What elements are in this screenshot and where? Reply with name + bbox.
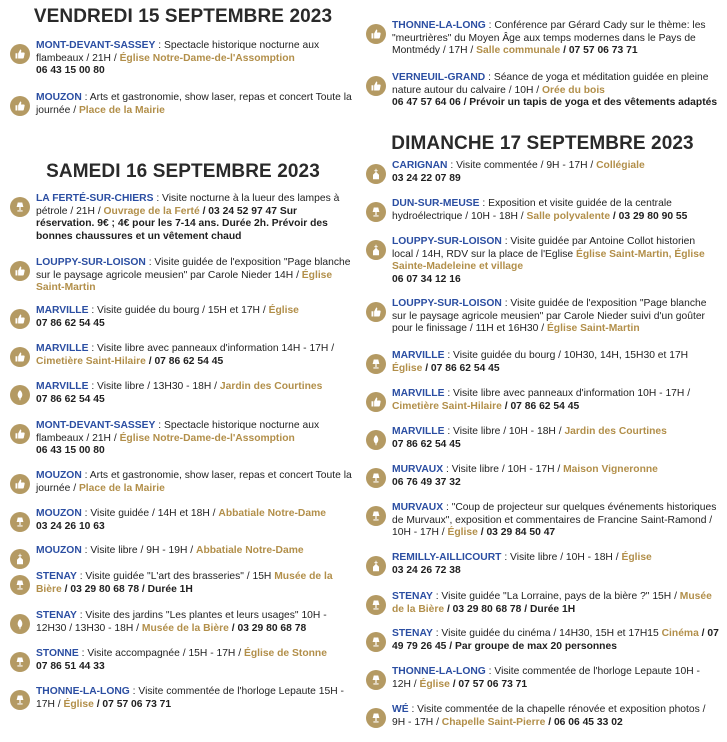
event-description: : Visite libre avec panneaux d'information 10H - 17H / [444,388,691,399]
event-city: STENAY [36,610,77,621]
event-venue: Église [392,362,423,374]
church-icon [366,556,386,576]
event-item [366,628,719,653]
event-city: THONNE-LA-LONG [392,666,486,677]
event-city: MOUZON [36,92,82,103]
event-contact: / 07 86 62 54 45 [422,362,500,374]
event-city: VERNEUIL-GRAND [392,72,486,83]
event-city: THONNE-LA-LONG [36,686,130,697]
event-item [366,666,719,691]
event-item [10,470,356,495]
thumbs-up-icon [366,76,386,96]
event-city: STONNE [36,648,79,659]
thumbs-up-icon [366,392,386,412]
event-item [10,381,356,406]
lamp-icon [366,354,386,374]
event-contact: 06 43 15 00 80 [36,445,105,457]
event-city: REMILLY-AILLICOURT [392,552,502,563]
event-item [366,236,719,286]
lamp-icon [10,652,30,672]
thumbs-up-icon [10,44,30,64]
thumbs-up-icon [10,261,30,281]
event-contact: / 07 57 06 73 71 [560,45,638,57]
lamp-icon [10,690,30,710]
event-description: : Arts et gastronomie, show laser, repas et concert Toute la journée / [36,470,352,494]
event-description: : Visite libre / 10H - 18H / [444,426,565,437]
event-venue: Place de la Mairie [78,104,165,116]
event-contact: 03 24 22 07 89 [392,172,461,184]
event-description: : Visite nocturne à la lueur des lampes à pétrole / 21H / [36,193,340,217]
event-contact: / 07 49 79 26 45 / Par groupe de max 20 personnes [392,628,719,652]
event-city: LOUPPY-SUR-LOISON [392,298,502,309]
event-item [10,40,356,78]
event-item [366,198,719,223]
event-contact: 06 47 57 64 06 / Prévoir un tapis de yoga et des vêtements adaptés [392,97,718,109]
lamp-icon [10,575,30,595]
event-item [366,160,719,185]
leaf-icon [366,430,386,450]
event-description: : Visite libre / 13H30 - 18H / [88,381,220,392]
event-contact: / 03 29 84 50 47 [477,527,556,539]
event-city: MARVILLE [392,350,445,361]
event-item [366,552,719,577]
event-city: WÉ [392,704,409,715]
event-city: MOUZON [36,545,82,556]
event-contact: / 03 29 80 68 78 / Durée 1H [444,603,576,615]
event-venue: Orée du bois [541,84,605,96]
event-contact: 06 43 15 00 80 [36,65,105,77]
event-city: MOUZON [36,508,82,519]
event-description: : Visite guidée par Antoine Collot historien local / 14H, RDV sur la place de l'Eglise [392,236,696,260]
thumbs-up-icon [10,474,30,494]
event-description: : Visite guidée de l'exposition "Page blanche sur le paysage agricole meusien" par Carole Nieder suivi d'un goûter pour le finissage / 11H et 16H30 / [392,298,707,335]
event-description: : Visite guidée "L'art des brasseries" / 15H [76,571,275,582]
event-description: : Arts et gastronomie, show laser, repas et concert Toute la journée / [36,92,352,116]
event-contact: 06 76 49 37 32 [392,476,461,488]
event-item [10,571,356,596]
event-city: LOUPPY-SUR-LOISON [36,257,146,268]
event-item [366,388,719,413]
event-item [366,426,719,451]
thumbs-up-icon [10,309,30,329]
leaf-icon [10,385,30,405]
event-venue: Musée de la Bière [392,591,712,615]
day-title-saturday: SAMEDI 16 SEPTEMBRE 2023 [46,161,320,182]
event-venue: Salle polyvalente [526,210,611,222]
event-venue: Jardin des Courtines [564,426,667,437]
church-icon [366,164,386,184]
event-venue: Église [268,305,299,316]
event-city: MARVILLE [36,305,89,316]
event-city: STENAY [392,628,433,639]
event-venue: Cinéma [661,628,699,639]
lamp-icon [366,202,386,222]
event-venue: Église de Stonne [243,648,327,659]
event-item [366,350,719,375]
event-item [10,193,356,243]
event-city: THONNE-LA-LONG [392,20,486,31]
day-title-friday: VENDREDI 15 SEPTEMBRE 2023 [33,6,333,27]
event-contact: / 03 29 80 68 78 [228,622,307,634]
event-city: CARIGNAN [392,160,448,171]
event-city: STENAY [36,571,77,582]
event-description: : Visite libre avec panneaux d'information 14H - 17H / [88,343,335,354]
event-venue: Musée de la Bière [141,622,229,634]
event-item [10,343,356,368]
event-venue: Maison Vigneronne [563,464,658,475]
event-item [10,420,356,458]
event-item [366,502,719,540]
event-contact: / 07 86 62 54 45 [145,355,224,367]
event-venue: Collégiale [596,160,645,171]
thumbs-up-icon [10,347,30,367]
church-icon [366,240,386,260]
event-venue: Place de la Mairie [78,482,165,494]
lamp-icon [10,197,30,217]
thumbs-up-icon [10,424,30,444]
event-city: STENAY [392,591,433,602]
lamp-icon [366,506,386,526]
event-item [10,508,356,533]
leaf-icon [10,614,30,634]
lamp-icon [366,632,386,652]
event-contact: 07 86 62 54 45 [36,393,105,405]
event-item [10,686,356,711]
event-description: : Visite commentée / 9H - 17H / [447,160,597,171]
church-icon [10,549,30,569]
event-description: : Exposition et visite guidée de la centrale hydroélectrique / 10H - 18H / [392,198,672,222]
event-item [10,92,356,117]
event-venue: Église Saint-Martin [546,323,640,335]
event-item [10,648,356,673]
event-venue: Cimetière Saint-Hilaire [392,400,502,412]
event-description: : Spectacle historique nocturne aux flambeaux / 21H / [36,420,320,444]
event-description: : Visite guidée du cinéma / 14H30, 15H et 17H15 [432,628,662,639]
lamp-icon [10,512,30,532]
event-venue: Abbatiale Notre-Dame [218,508,326,519]
event-contact: / 03 29 80 68 78 / Durée 1H [61,583,193,595]
event-city: DUN-SUR-MEUSE [392,198,480,209]
lamp-icon [366,670,386,690]
event-venue: Église [447,527,478,539]
day-title-sunday: DIMANCHE 17 SEPTEMBRE 2023 [391,133,694,154]
event-contact: / 03 29 80 90 55 [610,210,688,222]
event-contact: / 06 06 45 33 02 [545,716,623,728]
lamp-icon [366,468,386,488]
event-description: : Visite libre / 9H - 19H / [81,545,197,556]
event-city: MARVILLE [36,381,89,392]
event-description: : Séance de yoga et méditation guidée en pleine nature autour du calvaire / 10H / [392,72,709,96]
event-venue: Église Saint-Martin, Église Sainte-Madeleine et village [392,248,705,273]
event-venue: Église Saint-Martin [36,269,333,294]
event-item [366,591,719,616]
event-city: LA FERTÉ-SUR-CHIERS [36,193,154,204]
event-item [366,464,719,489]
event-city: MURVAUX [392,464,444,475]
thumbs-up-icon [366,302,386,322]
event-venue: Chapelle Saint-Pierre [441,716,546,728]
event-contact: 07 86 62 54 45 [36,317,105,329]
event-city: MONT-DEVANT-SASSEY [36,40,156,51]
event-contact: / 07 57 06 73 71 [449,678,528,690]
thumbs-up-icon [366,24,386,44]
event-contact: 06 07 34 12 16 [392,273,461,285]
event-description: : Visite guidée du bourg / 10H30, 14H, 15H30 et 17H [444,350,689,361]
event-description: : "Coup de projecteur sur quelques événements historiques de Murvaux", exposition et commentaires de Francine Saint-Ramond / 10H - 17H / [392,502,717,539]
event-contact: / 03 24 52 97 47 Sur réservation. 9€ ; 4€ pour les 7-14 ans. Durée 2h. Prévoir des bonnes chaussures et un vêtement chaud [36,205,328,242]
event-description: : Visite guidée / 14H et 18H / [81,508,219,519]
event-contact: 07 86 51 44 33 [36,660,105,672]
event-item [10,257,356,295]
event-item [366,72,719,110]
event-description: : Visite libre / 10H - 17H / [443,464,564,475]
thumbs-up-icon [10,96,30,116]
event-item [366,20,719,58]
event-item [10,610,356,635]
event-venue: Cimetière Saint-Hilaire [36,355,146,367]
event-venue: Abbatiale Notre-Dame [196,545,304,556]
event-venue: Ouvrage de la Ferté [103,205,200,217]
event-description: : Spectacle historique nocturne aux flambeaux / 21H / [36,40,320,64]
event-city: MARVILLE [392,388,445,399]
event-contact: 03 24 26 72 38 [392,564,461,576]
lamp-icon [366,595,386,615]
event-city: MURVAUX [392,502,444,513]
event-item [366,704,719,729]
event-city: MOUZON [36,470,82,481]
event-city: MARVILLE [36,343,89,354]
event-venue: Église [621,552,652,563]
event-venue: Église Notre-Dame-de-l'Assomption [119,52,295,64]
event-venue: Musée de la Bière [36,571,333,595]
event-contact: 03 24 26 10 63 [36,520,105,532]
event-description: : Visite commentée de l'horloge Lepaute 10H - 12H / [392,666,700,690]
event-contact: / 07 86 62 54 45 [501,400,580,412]
event-venue: Salle communale [476,45,561,57]
event-venue: Église [63,698,94,710]
event-venue: Jardin des Courtines [219,381,323,392]
event-item [10,545,356,558]
event-contact: / 07 57 06 73 71 [93,698,172,710]
event-city: MONT-DEVANT-SASSEY [36,420,156,431]
event-description: : Visite commentée de la chapelle rénovée et exposition photos / 9H - 17H / [392,704,706,728]
event-city: MARVILLE [392,426,445,437]
event-item [366,298,719,336]
event-item [10,305,356,330]
event-description: : Visite accompagnée / 15H - 17H / [78,648,244,659]
event-description: : Conférence par Gérard Cady sur le thème: les "meurtrières" du Moyen Âge aux temps modernes dans le Pays de Montmédy / 17H / [392,20,706,57]
event-city: LOUPPY-SUR-LOISON [392,236,502,247]
event-venue: Église [419,678,450,690]
event-description: : Visite guidée de l'exposition "Page blanche sur le paysage agricole meusien" par Carole Nieder 14H / [36,257,351,281]
lamp-icon [366,708,386,728]
event-contact: 07 86 62 54 45 [392,438,461,450]
event-description: : Visite guidée du bourg / 15H et 17H / [88,305,269,316]
event-description: : Visite commentée de l'horloge Lepaute 15H - 17H / [36,686,344,710]
event-description: : Visite guidée "La Lorraine, pays de la bière ?" 15H / [432,591,680,602]
event-venue: Église Notre-Dame-de-l'Assomption [119,432,295,444]
event-description: : Visite libre / 10H - 18H / [501,552,622,563]
event-description: : Visite des jardins "Les plantes et leurs usages" 10H - 12H30 / 13H30 - 18H / [36,610,327,634]
